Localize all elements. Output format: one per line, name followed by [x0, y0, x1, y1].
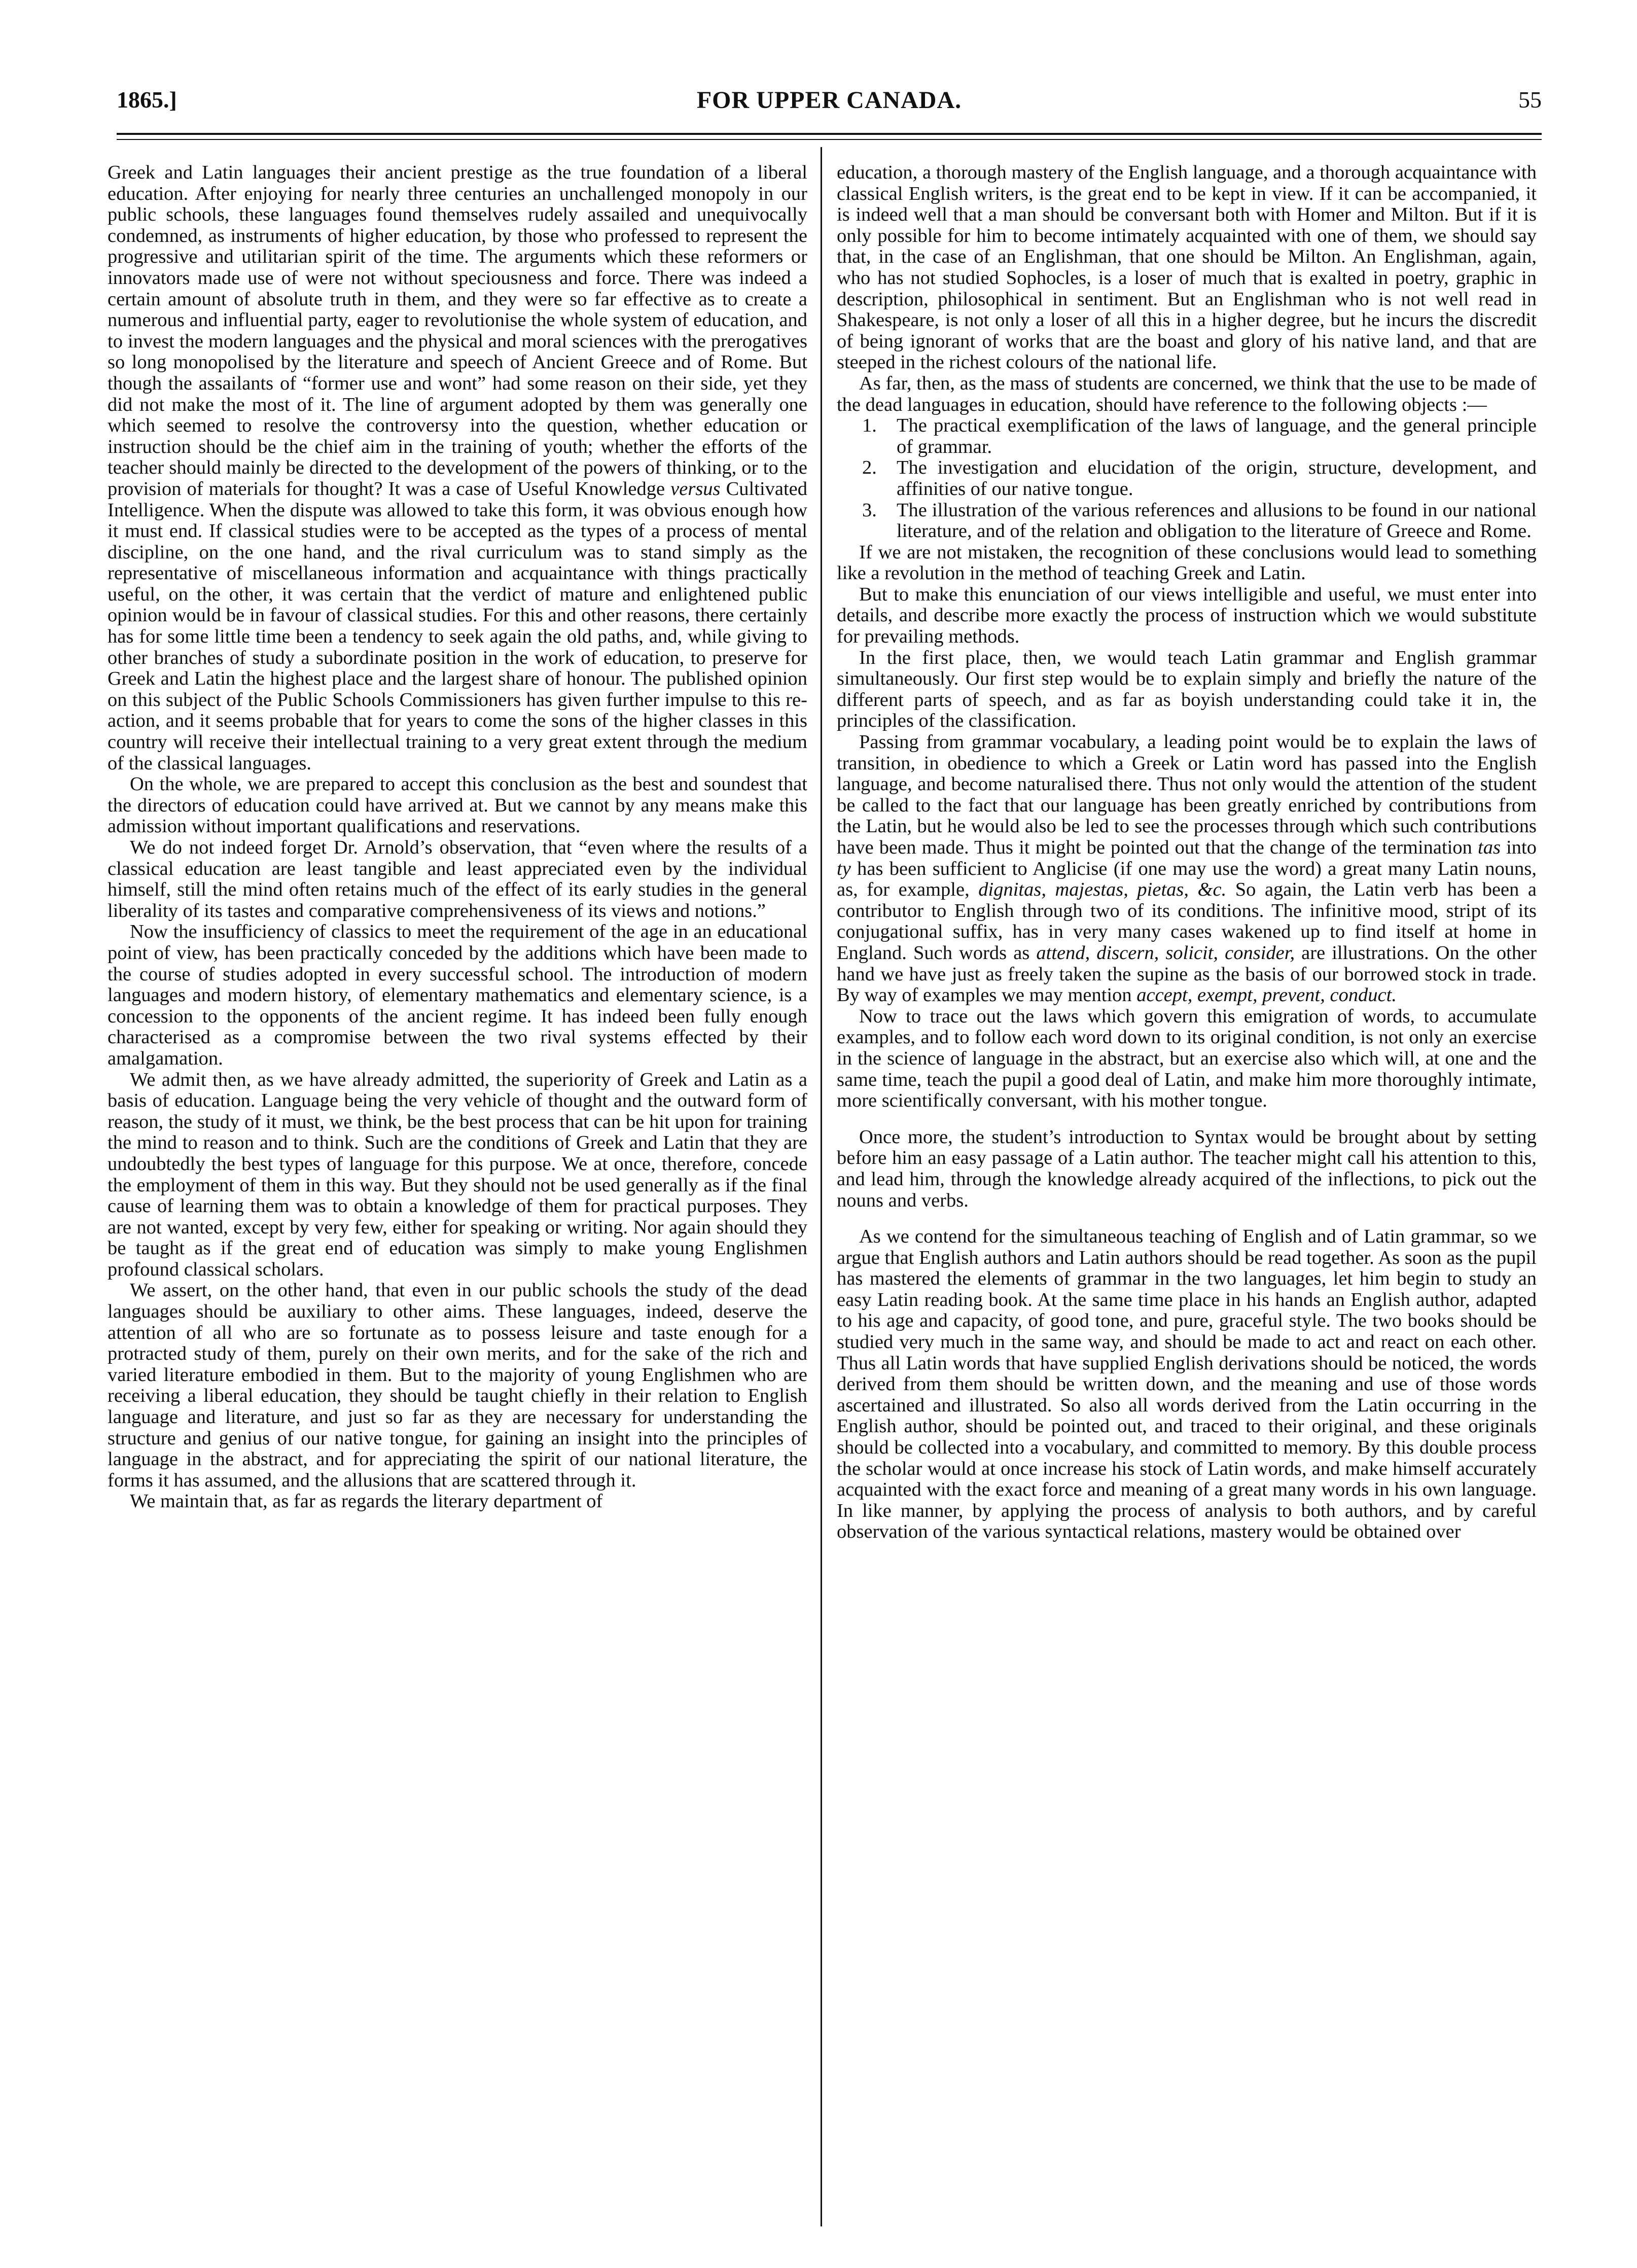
list-item-text: The investigation and elucidation of the origin, structure, development, and affinities of our native tongue.	[897, 457, 1537, 500]
list-number: 1.	[862, 415, 877, 437]
list-number: 3.	[862, 499, 877, 521]
header-page-number: 55	[1518, 87, 1542, 113]
column-divider	[821, 147, 822, 2226]
paragraph-text: Cultivated Intelligence. When the dispute was allowed to take this form, it was obvious enough how it must end. If classical studies were to be accepted as the types of a process of mental discipline, on the one hand, and the rival curriculum was to stand simply as the representative of miscellaneous information and acquaintance with things practically useful, on the other, it was certain that the verdict of mature and enlightened public opinion would be in favour of classical studies. For this and other reasons, there certainly has for some little time been a tendency to seek again the old paths, and, while giving to other branches of study a subordinate position in the work of education, to preserve for Greek and Latin the highest place and the largest share of honour. The published opinion on this subject of the Public Schools Commissioners has given further impulse to this re-action, and it seems probable that for years to come the sons of the higher classes in this country will receive their intellectual training to a very great extent through the medium of the classical languages.	[108, 478, 807, 774]
paragraph: Now the insufficiency of classics to meet the requirement of the age in an educational point of view, has been practically conceded by the additions which have been made to the course of studies adopted in every successful school. The introduction of modern languages and modern history, of elementary mathematics and elementary science, is a concession to the opponents of the ancient regime. It has indeed been fully enough characterised as a compromise between the two rival systems effected by their amalgamation.	[108, 921, 807, 1069]
right-column	[837, 162, 1537, 2231]
objects-list	[837, 415, 1537, 542]
paragraph: We maintain that, as far as regards the literary department of	[130, 1491, 603, 1512]
paragraph: But to make this enunciation of our views intelligible and useful, we must enter into details, and describe more exactly the process of instruction which we would substitute for prevailing methods.	[837, 583, 1537, 648]
paragraph-text: Greek and Latin languages their ancient prestige as the true foundation of a liberal education. After enjoying for nearly three centuries an unchallenged monopoly in our public schools, these languages found themselves rudely assailed and unequivocally condemned, as instruments of higher education, by those who professed to represent the progressive and utilitarian spirit of the time. The arguments which these reformers or innovators made use of were not without speciousness and force. There was indeed a certain amount of absolute truth in them, and they were so far effective as to create a numerous and influential party, eager to revolutionise the whole system of education, and to invest the modern languages and the physical and moral sciences with the prerogatives so long monopolised by the literature and speech of Ancient Greece and of Rome. But though the assailants of “former use and wont” had some reason on their side, yet they did not make the most of it. The line of argument adopted by them was generally one which seemed to resolve the controversy into the question, whether education or instruction should be the chief aim in the training of youth; whether the efforts of the teacher should mainly be directed to the development of the powers of thinking, or to the provision of materials for thought? It was a case of Useful Knowledge	[108, 162, 807, 500]
paragraph: We admit then, as we have already admitted, the superiority of Greek and Latin as a basis of education. Language being the very vehicle of thought and the outward form of reason, the study of it must, we think, be the best process that can be hit upon for training the mind to reason and to think. Such are the conditions of Greek and Latin that they are undoubtedly the best types of language for this purpose. We at once, therefore, concede the employment of them in this way. But they should not be used generally as if the final cause of learning them was to obtain a knowledge of them for practical purposes. They are not wanted, except by very few, either for speaking or writing. Nor again should they be taught as if the great end of education was simply to make young Englishmen profound classical scholars.	[108, 1069, 807, 1280]
italic-text: accept, exempt, prevent, conduct.	[1136, 984, 1397, 1006]
paragraph	[108, 162, 807, 774]
header-rule-thin	[117, 139, 1542, 140]
italic-text: ty	[837, 858, 851, 879]
header-year: 1865.]	[117, 87, 177, 113]
paragraph: We assert, on the other hand, that even in our public schools the study of the dead languages should be auxiliary to other aims. These languages, indeed, deserve the attention of all who are so fortunate as to possess leisure and taste enough for a protracted study of them, purely on their own merits, and for the sake of the rich and varied literature embodied in them. But to the majority of young Englishmen who are receiving a liberal education, they should be taught chiefly in their relation to English language and literature, and just so far as they are necessary for understanding the structure and genius of our native tongue, for gaining an insight into the principles of language in the abstract, and for appreciating the spirit of our national literature, the forms it has assumed, and the allusions that are scattered through it.	[108, 1280, 807, 1491]
header-title: FOR UPPER CANADA.	[696, 87, 962, 114]
header-rule-thick	[117, 133, 1542, 135]
left-column	[108, 162, 807, 2231]
paragraph-text: are illustrations. On the other hand we have just as freely taken the supine as the basis of our borrowed stock in trade. By way of examples we may mention	[837, 942, 1537, 1006]
paragraph: Now to trace out the laws which govern this emigration of words, to accumulate examples, and to follow each word down to its original condition, is not only an exercise in the science of language in the abstract, but an exercise also which will, at one and the same time, teach the pupil a good deal of Latin, and make him more thoroughly intimate, more scientifically conversant, with his mother tongue.	[837, 1005, 1537, 1112]
paragraph	[837, 732, 1537, 1006]
paragraph-text: So again, the Latin verb has been a contributor to English through two of its conditions. The infinitive mood, stript of its conjugational suffix, has in very many cases wakened up to find itself at home in England. Such words as	[837, 879, 1537, 964]
list-item	[837, 457, 1537, 500]
paragraph: As far, then, as the mass of students are concerned, we think that the use to be made of the dead languages in education, should have reference to the following objects :—	[837, 372, 1537, 415]
paragraph-text: into	[1506, 837, 1537, 858]
paragraph: We do not indeed forget Dr. Arnold’s observation, that “even where the results of a classical education are least tangible and least appreciated even by the individual himself, still the mind often retains much of the effect of its early studies in the general liberality of its tastes and comparative comprehensiveness of its views and notions.”	[108, 837, 807, 922]
list-number: 2.	[862, 457, 877, 479]
italic-text: tas	[1478, 837, 1501, 858]
paragraph: As we contend for the simultaneous teaching of English and of Latin grammar, so we argue that English authors and Latin authors should be read together. As soon as the pupil has mastered the elements of grammar in the two languages, let him begin to study an easy Latin reading book. At the same time place in his hands an English author, adapted to his age and capacity, of good tone, and pure, graceful style. The two books should be studied very much in the same way, and should be made to act and react on each other. Thus all Latin words that have supplied English derivations should be noticed, the words derived from them should be written down, and the meaning and use of those words ascertained and illustrated. So also all words derived from the Latin occurring in the English author, should be pointed out, and traced to their original, and these originals should be collected into a vocabulary, and committed to memory. By this double process the scholar would at once increase his stock of Latin words, and make himself accurately acquainted with the exact force and meaning of a great many words in his own language. In like manner, by applying the process of analysis to both authors, and by careful observation of the various syntactical relations, mastery would be obtained over	[837, 1226, 1537, 1543]
list-item	[837, 500, 1537, 542]
italic-text: dignitas, majestas, pietas, &c.	[978, 879, 1227, 901]
paragraph: In the first place, then, we would teach Latin grammar and English grammar simultaneously. Our first step would be to explain simply and briefly the nature of the different parts of speech, and as far as boyish understanding could take it in, the principles of the classification.	[837, 647, 1537, 732]
list-item	[837, 415, 1537, 457]
paragraph: If we are not mistaken, the recognition of these conclusions would lead to something like a revolution in the method of teaching Greek and Latin.	[837, 541, 1537, 584]
list-item-text: The practical exemplification of the laws of language, and the general principle of grammar.	[897, 415, 1537, 457]
paragraph-text: Passing from grammar vocabulary, a leading point would be to explain the laws of transition, in obedience to which a Greek or Latin word has passed into the English language, and become naturalised there. Thus not only would the attention of the student be called to the fact that our language has been greatly enriched by contributions from the Latin, but he would also be led to see the processes through which such contributions have been made. Thus it might be pointed out that the change of the termination	[837, 731, 1537, 858]
list-item-text: The illustration of the various references and allusions to be found in our national literature, and of the relation and obligation to the literature of Greece and Rome.	[897, 499, 1537, 542]
italic-text: attend, discern, solicit, consider,	[1036, 942, 1295, 964]
paragraph-text: has been sufficient to Anglicise (if one may use the word) a great many Latin nouns, as, for example,	[837, 858, 1537, 901]
paragraph: On the whole, we are prepared to accept this conclusion as the best and soundest that the directors of education could have arrived at. But we cannot by any means make this admission without important qualifications and reservations.	[108, 773, 807, 837]
italic-text: versus	[670, 478, 721, 500]
paragraph: education, a thorough mastery of the English language, and a thorough acquaintance with classical English writers, is the great end to be kept in view. If it can be accompanied, it is indeed well that a man should be conversant both with Homer and Milton. But if it is only possible for him to become intimately acquainted with one of them, we should say that, in the case of an Englishman, that one should be Milton. An Englishman, again, who has not studied Sophocles, is a loser of much that is exalted in poetry, graphic in description, philosophical in sentiment. But an Englishman who is not well read in Shakespeare, is not only a loser of all this in a higher degree, but he incurs the discredit of being ignorant of works that are the boast and glory of his native land, and that are steeped in the richest colours of the national life.	[837, 162, 1537, 373]
page-header	[117, 86, 1542, 127]
paragraph: Once more, the student’s introduction to Syntax would be brought about by setting before him an easy passage of a Latin author. The teacher might call his attention to this, and lead him, through the knowledge already acquired of the inflections, to pick out the nouns and verbs.	[837, 1126, 1537, 1211]
